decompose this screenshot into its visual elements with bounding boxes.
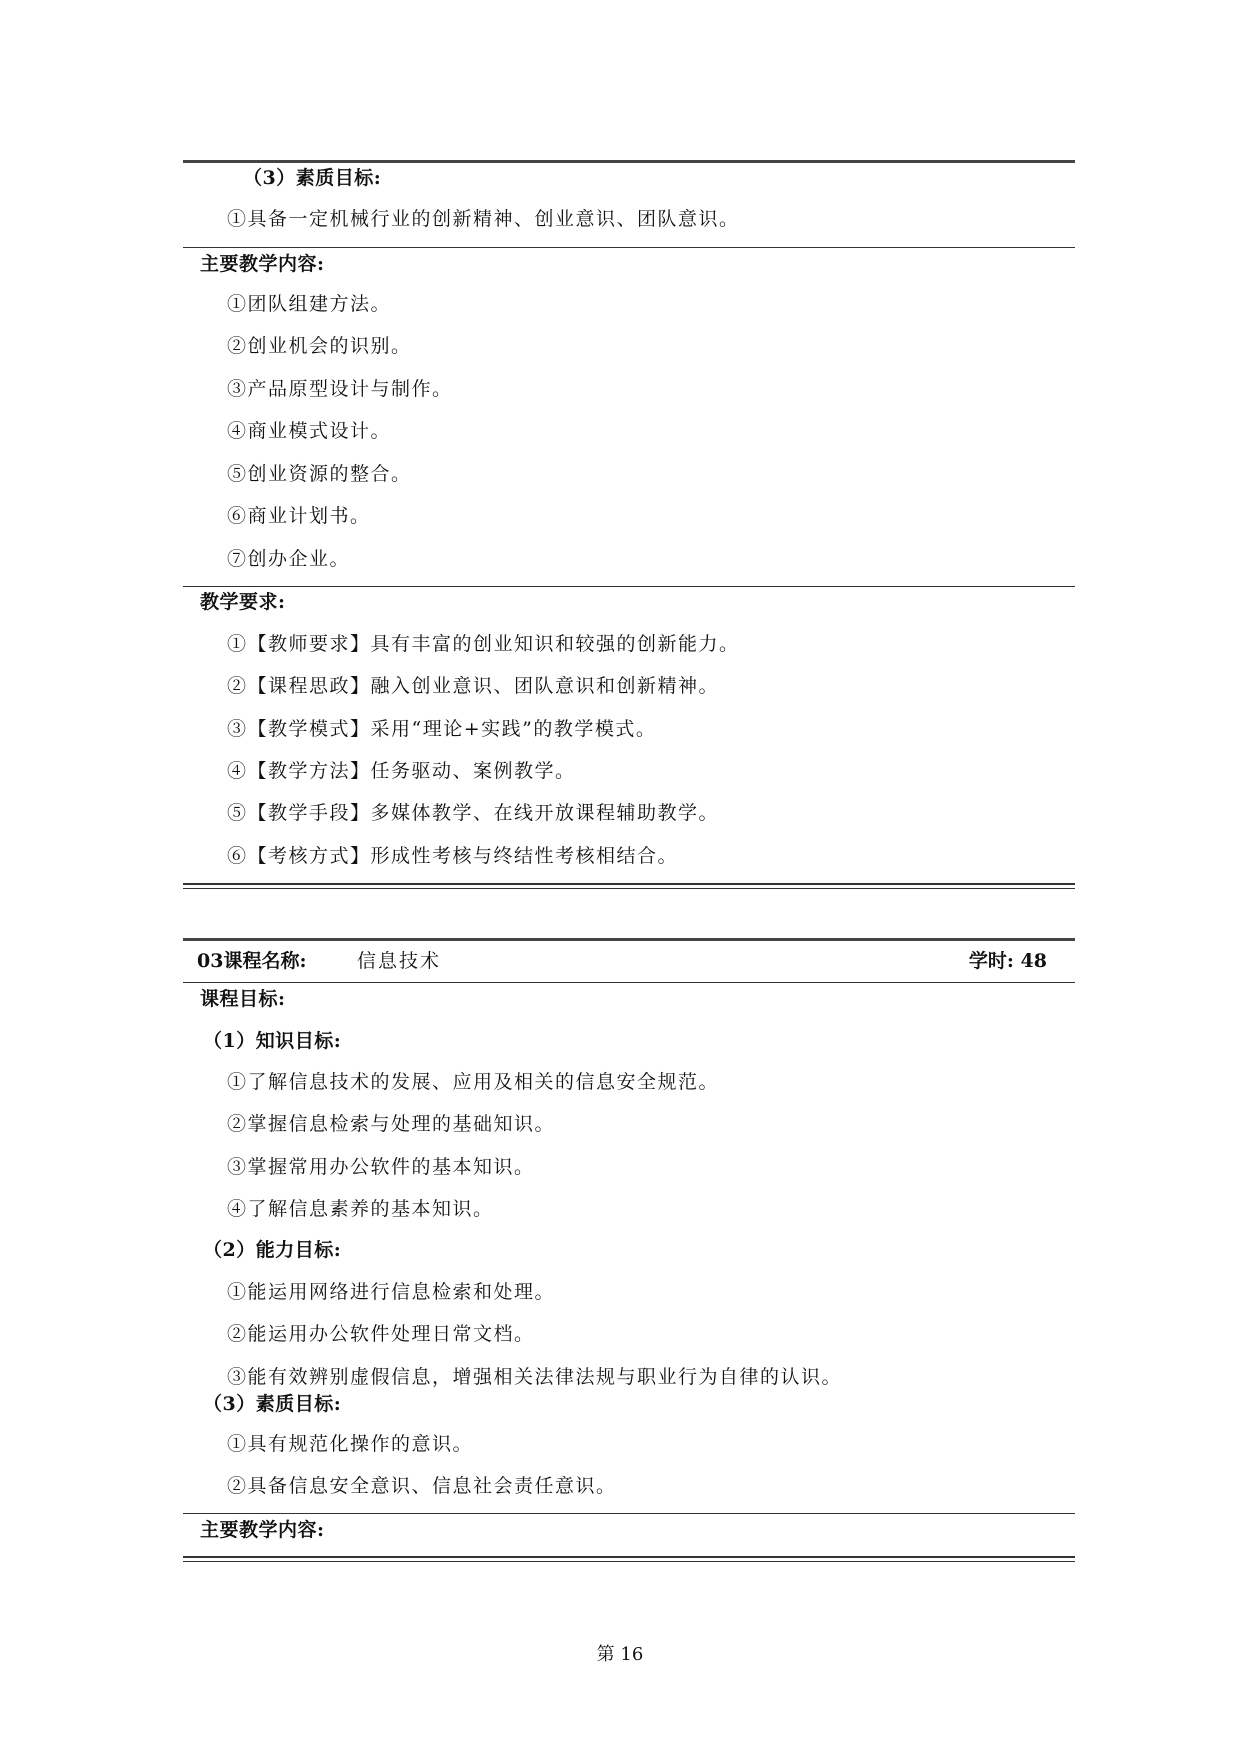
table-top-rule <box>183 938 1075 941</box>
quality-goal-item: ①具有规范化操作的意识。 <box>227 1433 474 1455</box>
quality-goal-item: ②具备信息安全意识、信息社会责任意识。 <box>227 1475 617 1497</box>
main-content-item: ①团队组建方法。 <box>227 293 392 315</box>
row-divider <box>183 247 1075 248</box>
requirement-item: ⑤【教学手段】多媒体教学、在线开放课程辅助教学。 <box>227 802 720 824</box>
requirement-item: ②【课程思政】融入创业意识、团队意识和创新精神。 <box>227 675 720 697</box>
knowledge-goal-item: ③掌握常用办公软件的基本知识。 <box>227 1156 535 1178</box>
ability-goal-item: ①能运用网络进行信息检索和处理。 <box>227 1281 556 1303</box>
course-goals-heading: 课程目标: <box>200 988 286 1010</box>
ability-goal-item: ②能运用办公软件处理日常文档。 <box>227 1323 535 1345</box>
table-top-rule <box>183 160 1075 163</box>
row-divider <box>183 1513 1075 1514</box>
main-content-item: ⑦创办企业。 <box>227 548 351 570</box>
main-content-item: ⑥商业计划书。 <box>227 505 371 527</box>
main-content-heading: 主要教学内容: <box>200 253 325 275</box>
course-header-row <box>197 948 1057 974</box>
requirement-item: ⑥【考核方式】形成性考核与终结性考核相结合。 <box>227 845 679 867</box>
course-name: 信息技术 <box>357 950 442 972</box>
knowledge-goal-heading: （1）知识目标: <box>203 1030 342 1052</box>
knowledge-goal-item: ②掌握信息检索与处理的基础知识。 <box>227 1113 556 1135</box>
main-content-item: ④商业模式设计。 <box>227 420 392 442</box>
ability-goal-item: ③能有效辨别虚假信息，增强相关法律法规与职业行为自律的认识。 <box>227 1366 843 1388</box>
row-divider <box>183 982 1075 983</box>
knowledge-goal-item: ④了解信息素养的基本知识。 <box>227 1198 494 1220</box>
course-hours: 学时: 48 <box>968 950 1047 972</box>
table-bottom-rule <box>183 883 1075 889</box>
page-number: 第 16 <box>596 1644 644 1665</box>
knowledge-goal-item: ①了解信息技术的发展、应用及相关的信息安全规范。 <box>227 1071 720 1093</box>
requirement-item: ④【教学方法】任务驱动、案例教学。 <box>227 760 576 782</box>
main-content-item: ⑤创业资源的整合。 <box>227 463 412 485</box>
quality-goal-heading: （3）素质目标: <box>243 167 382 189</box>
table-bottom-rule <box>183 1556 1075 1562</box>
quality-goal-item: ①具备一定机械行业的创新精神、创业意识、团队意识。 <box>227 208 740 230</box>
quality-goal-heading: （3）素质目标: <box>203 1393 342 1415</box>
row-divider <box>183 586 1075 587</box>
course-number-label: 03课程名称: <box>197 950 307 972</box>
requirement-item: ③【教学模式】采用“理论+实践”的教学模式。 <box>227 718 657 740</box>
ability-goal-heading: （2）能力目标: <box>203 1239 342 1261</box>
main-content-heading: 主要教学内容: <box>200 1519 325 1541</box>
main-content-item: ③产品原型设计与制作。 <box>227 378 453 400</box>
requirement-item: ①【教师要求】具有丰富的创业知识和较强的创新能力。 <box>227 633 740 655</box>
main-content-item: ②创业机会的识别。 <box>227 335 412 357</box>
requirements-heading: 教学要求: <box>200 591 286 613</box>
